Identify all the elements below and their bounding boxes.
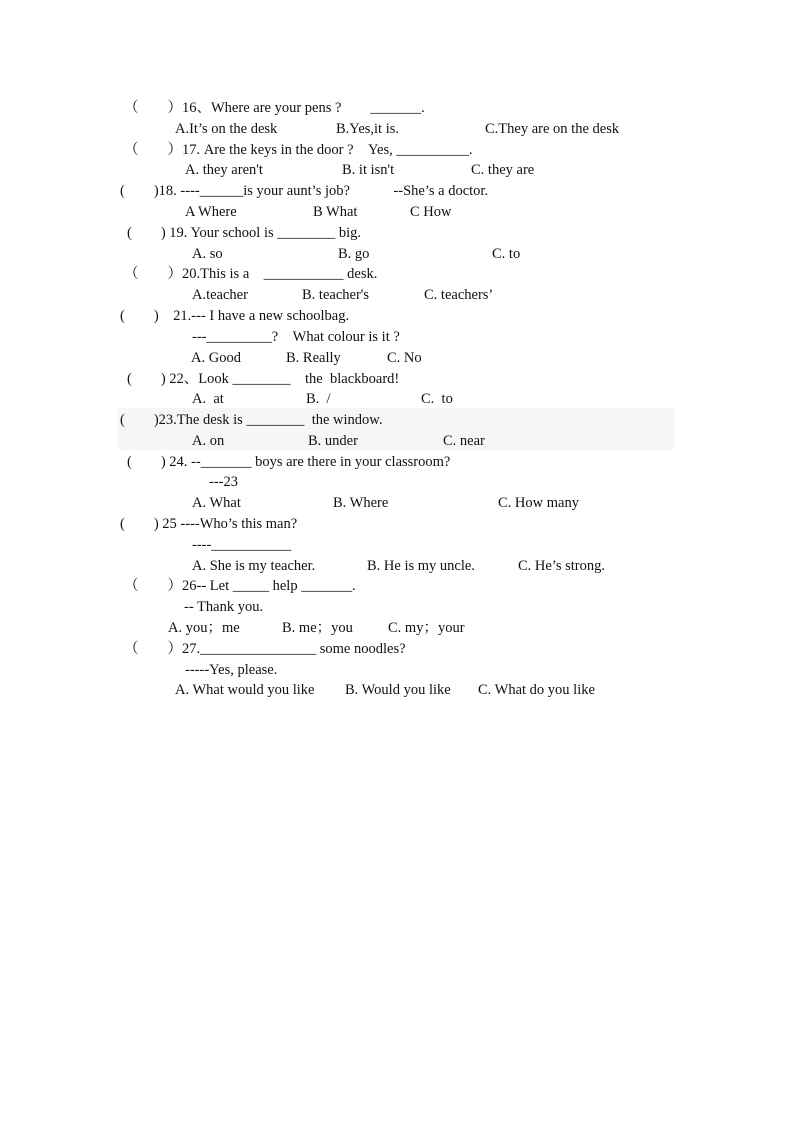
question-18-stem: ( )18. ----______is your aunt’s job? --She’s a doctor. [120,183,489,199]
question-27-stem-reply: -----Yes, please. [185,662,278,678]
question-23-option-b: B. under [308,433,358,449]
question-21-stem: ( ) 21.--- I have a new schoolbag. [120,308,350,324]
question-19-option-b: B. go [338,246,370,262]
question-21-stem-reply: ---_________? What colour is it ? [192,329,400,345]
question-22-option-b: B. / [306,391,331,407]
question-20-option-a: A.teacher [192,287,248,303]
question-21-option-c: C. No [387,350,422,366]
question-16-stem: （ ）16、Where are your pens ? _______. [124,100,425,116]
question-23-option-a: A. on [192,433,225,449]
question-25-option-c: C. He’s strong. [518,558,605,574]
question-24-stem: ( ) 24. --_______ boys are there in your classroom? [127,454,451,470]
question-26-stem-reply: -- Thank you. [184,599,264,615]
question-27-stem: （ ）27.________________ some noodles? [124,641,406,657]
question-17-option-a: A. they aren't [185,162,263,178]
question-19-option-c: C. to [492,246,521,262]
question-25-option-b: B. He is my uncle. [367,558,475,574]
question-17-option-b: B. it isn't [342,162,395,178]
question-19-option-a: A. so [192,246,223,262]
question-24-option-c: C. How many [498,495,579,511]
question-26-option-a: A. you；me [168,620,240,636]
question-25-stem-reply: ----___________ [192,537,292,553]
question-23-stem: ( )23.The desk is ________ the window. [120,412,383,428]
question-26-option-c: C. my；your [388,620,465,636]
question-27-option-a: A. What would you like [175,682,315,698]
question-16-option-b: B.Yes,it is. [336,121,399,137]
question-26-stem: （ ）26-- Let _____ help _______. [124,578,356,594]
question-17-option-c: C. they are [471,162,535,178]
question-16-option-c: C.They are on the desk [485,121,620,137]
question-25-option-a: A. She is my teacher. [192,558,316,574]
question-27-option-c: C. What do you like [478,682,595,698]
question-24-option-b: B. Where [333,495,389,511]
question-21-option-b: B. Really [286,350,341,366]
question-24-stem-reply: ---23 [209,474,238,490]
question-24-option-a: A. What [192,495,241,511]
question-25-stem: ( ) 25 ----Who’s this man? [120,516,298,532]
question-22-option-a: A. at [192,391,224,407]
question-17-stem: （ ）17. Are the keys in the door ? Yes, __________. [124,142,473,158]
question-22-option-c: C. to [421,391,453,407]
question-26-option-b: B. me；you [282,620,353,636]
question-19-stem: ( ) 19. Your school is ________ big. [127,225,362,241]
question-27-option-b: B. Would you like [345,682,451,698]
question-18-option-a: A Where [185,204,237,220]
question-20-stem: （ ）20.This is a ___________ desk. [124,266,378,282]
question-23-option-c: C. near [443,433,485,449]
question-16-option-a: A.It’s on the desk [175,121,278,137]
question-18-option-b: B What [313,204,358,220]
question-20-option-c: C. teachers’ [424,287,494,303]
question-18-option-c: C How [410,204,452,220]
question-20-option-b: B. teacher's [302,287,370,303]
question-21-option-a: A. Good [191,350,241,366]
question-22-stem: ( ) 22、Look ________ the blackboard! [127,371,400,387]
